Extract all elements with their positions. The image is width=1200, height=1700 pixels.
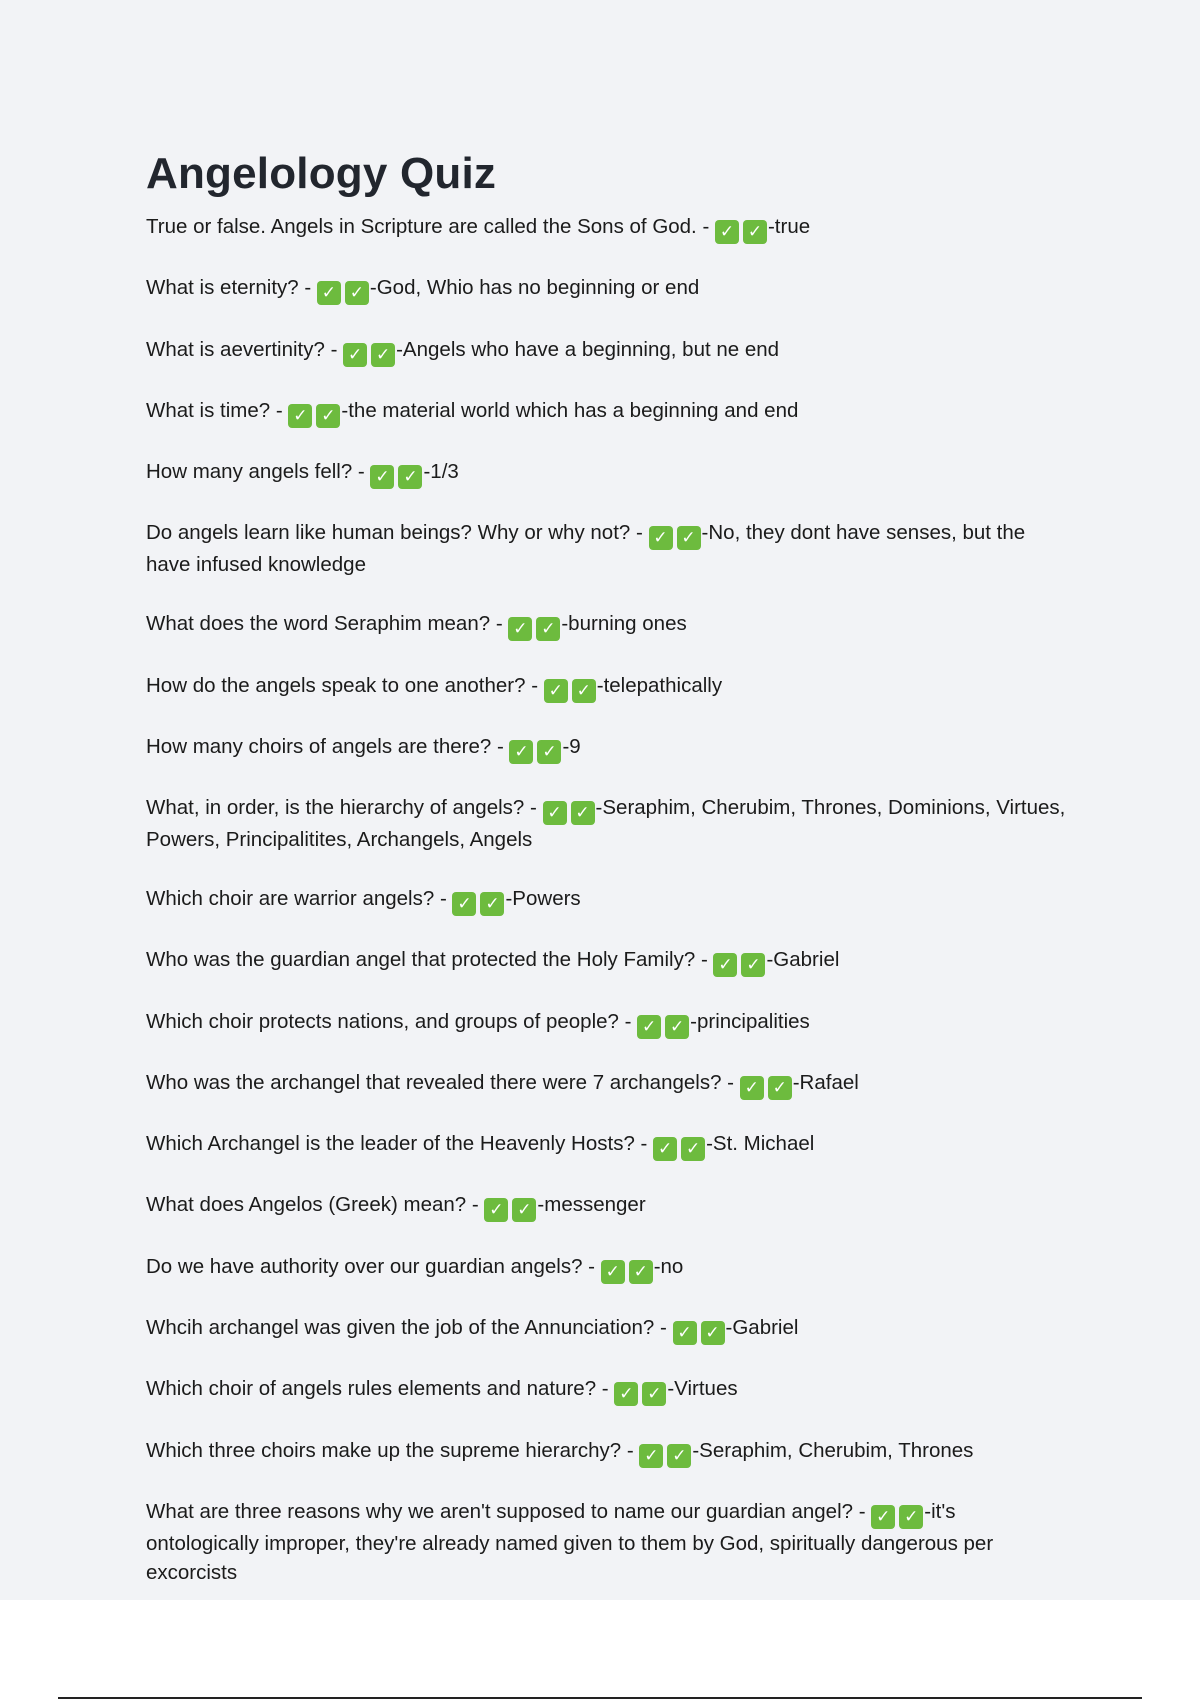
check-mark-icon: ✓ [637,1015,661,1039]
check-mark-icon: ✓ [537,740,561,764]
answer-text: -telepathically [596,673,723,697]
qa-item [146,793,1066,855]
question-text: What is time? - [146,398,283,422]
answer-text: -Seraphim, Cherubim, Thrones [692,1438,974,1462]
qa-item [146,671,1066,703]
answer-text: -messenger [537,1193,646,1217]
check-mark-icon: ✓ [701,1321,725,1345]
qa-item [146,1068,1066,1100]
check-mark-icon: ✓ [715,220,739,244]
answer-text: -1/3 [423,460,459,484]
qa-item [146,1007,1066,1039]
check-mark-icon: ✓ [508,617,532,641]
question-answer-list [146,212,1066,1588]
qa-item [146,1252,1066,1284]
check-mark-icon: ✓ [713,953,737,977]
check-mark-icon: ✓ [639,1444,663,1468]
answer-text: -St. Michael [706,1132,815,1156]
answer-text: -principalities [690,1009,810,1033]
qa-item [146,1190,1066,1222]
check-mark-icon: ✓ [649,526,673,550]
question-text: What is aevertinity? - [146,337,338,361]
question-text: How many choirs of angels are there? - [146,734,504,758]
question-text: True or false. Angels in Scripture are called the Sons of God. - [146,215,710,238]
check-mark-icon: ✓ [614,1382,638,1406]
question-text: Who was the guardian angel that protected the Holy Family? - [146,948,708,972]
check-mark-icon: ✓ [512,1198,536,1222]
check-mark-icon: ✓ [673,1321,697,1345]
answer-text: -Gabriel [766,948,840,972]
check-mark-icon: ✓ [741,953,765,977]
document-body [146,150,1066,1617]
check-mark-icon: ✓ [677,526,701,550]
qa-item [146,396,1066,428]
check-mark-icon: ✓ [480,892,504,916]
check-mark-icon: ✓ [899,1505,923,1529]
check-mark-icon: ✓ [536,617,560,641]
answer-text: -burning ones [561,612,687,636]
qa-item [146,212,1066,244]
check-mark-icon: ✓ [484,1198,508,1222]
qa-item [146,884,1066,916]
check-mark-icon: ✓ [370,465,394,489]
check-mark-icon: ✓ [288,404,312,428]
answer-text: -No, they dont have senses, but the have infused knowledge [146,521,1026,577]
check-mark-icon: ✓ [398,465,422,489]
check-mark-icon: ✓ [681,1137,705,1161]
answer-text: -God, Whio has no beginning or end [369,276,700,300]
qa-item [146,518,1066,580]
question-text: Do we have authority over our guardian angels? - [146,1254,595,1278]
question-text: What are three reasons why we aren't supposed to name our guardian angel? - [146,1499,866,1523]
check-mark-icon: ✓ [601,1260,625,1284]
check-mark-icon: ✓ [316,404,340,428]
answer-text: -Virtues [667,1377,738,1401]
qa-item [146,457,1066,489]
qa-item [146,1497,1066,1588]
check-mark-icon: ✓ [871,1505,895,1529]
check-mark-icon: ✓ [572,679,596,703]
question-text: How do the angels speak to one another? - [146,673,539,697]
check-mark-icon: ✓ [345,281,369,305]
answer-text: -no [653,1254,684,1278]
qa-item [146,335,1066,367]
qa-item [146,1374,1066,1406]
question-text: Do angels learn like human beings? Why or why not? - [146,521,643,545]
check-mark-icon: ✓ [629,1260,653,1284]
bottom-divider [58,1697,1142,1699]
check-mark-icon: ✓ [653,1137,677,1161]
question-text: Who was the archangel that revealed there were 7 archangels? - [146,1070,735,1094]
answer-text: -Powers [505,886,581,910]
qa-item [146,609,1066,641]
question-text: Which Archangel is the leader of the Heavenly Hosts? - [146,1132,648,1156]
check-mark-icon: ✓ [642,1382,666,1406]
question-text: What, in order, is the hierarchy of angels? - [146,796,537,820]
answer-text: -it's ontologically improper, they're already named given to them by God, spiritually dangerous per excorcists [146,1499,994,1585]
check-mark-icon: ✓ [371,343,395,367]
question-text: Which choir of angels rules elements and nature? - [146,1377,609,1401]
check-mark-icon: ✓ [768,1076,792,1100]
answer-text: -true [767,215,811,238]
answer-text: -Rafael [792,1070,859,1094]
check-mark-icon: ✓ [452,892,476,916]
check-mark-icon: ✓ [743,220,767,244]
question-text: What does Angelos (Greek) mean? - [146,1193,479,1217]
answer-text: -Seraphim, Cherubim, Thrones, Dominions, Virtues, Powers, Principalitites, Archangels, Angels [146,796,1066,852]
qa-item [146,1436,1066,1468]
question-text: Whcih archangel was given the job of the Annunciation? - [146,1316,667,1340]
check-mark-icon: ✓ [343,343,367,367]
answer-text: -the material world which has a beginning and end [341,398,799,422]
check-mark-icon: ✓ [571,801,595,825]
qa-item [146,1313,1066,1345]
check-mark-icon: ✓ [544,679,568,703]
answer-text: -Gabriel [725,1316,799,1340]
question-text: How many angels fell? - [146,460,365,484]
check-mark-icon: ✓ [667,1444,691,1468]
question-text: What is eternity? - [146,276,312,300]
check-mark-icon: ✓ [509,740,533,764]
page-title: Angelology Quiz [146,149,497,198]
question-text: Which choir protects nations, and groups of people? - [146,1009,632,1033]
check-mark-icon: ✓ [543,801,567,825]
answer-text: -Angels who have a beginning, but ne end [396,337,780,361]
check-mark-icon: ✓ [665,1015,689,1039]
answer-text: -9 [562,734,581,758]
qa-item [146,945,1066,977]
question-text: Which three choirs make up the supreme hierarchy? - [146,1438,634,1462]
qa-item [146,732,1066,764]
qa-item [146,1129,1066,1161]
question-text: Which choir are warrior angels? - [146,886,447,910]
check-mark-icon: ✓ [740,1076,764,1100]
question-text: What does the word Seraphim mean? - [146,612,503,636]
check-mark-icon: ✓ [317,281,341,305]
qa-item [146,273,1066,305]
